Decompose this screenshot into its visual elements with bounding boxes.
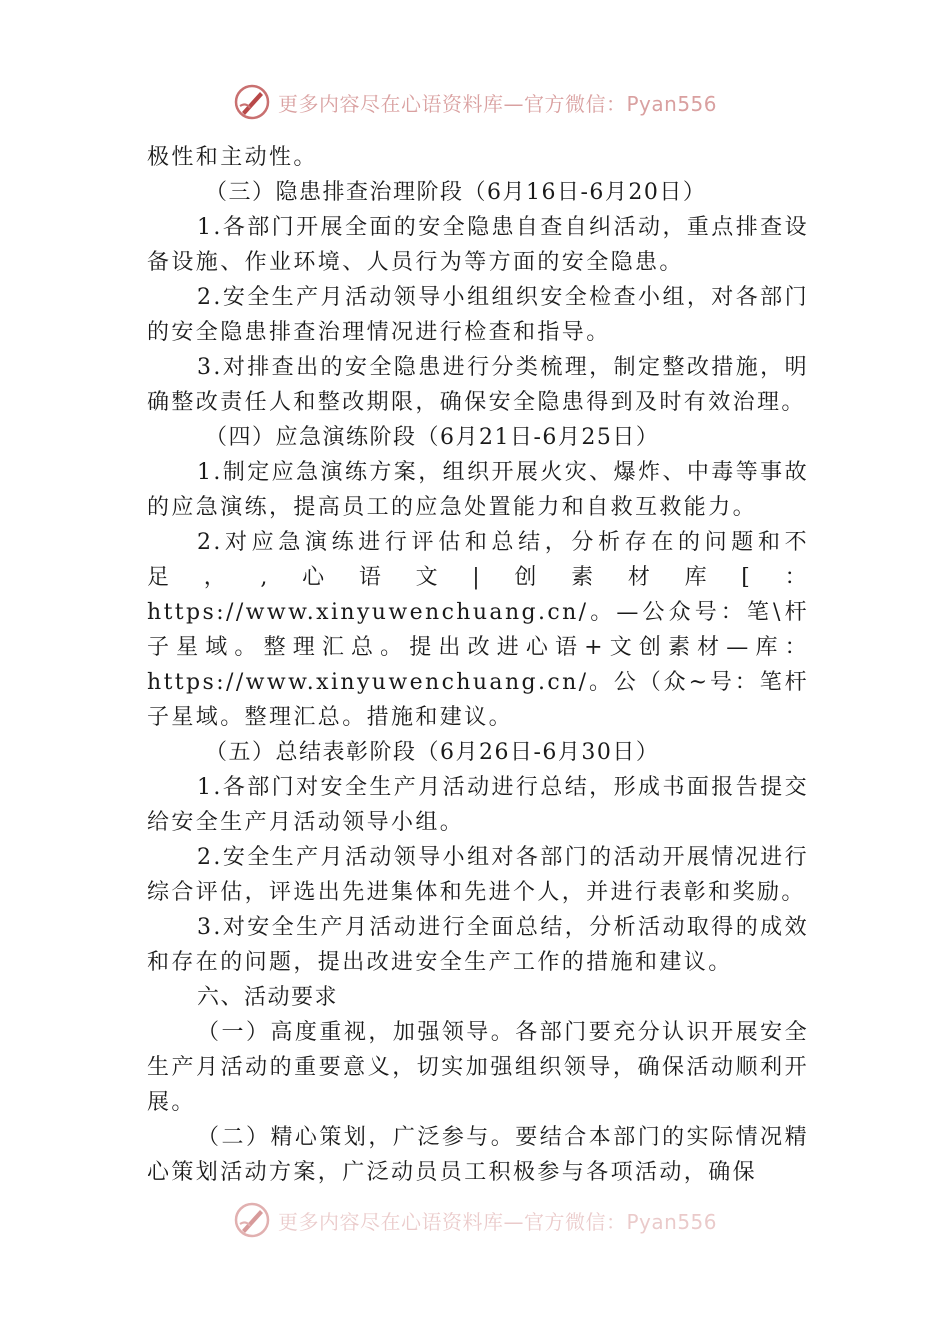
paragraph: （一）高度重视，加强领导。各部门要充分认识开展安全生产月活动的重要意义，切实加强组织领导，确保活动顺利开展。 <box>147 1020 809 1115</box>
subheading-hazard-investigation: （三）隐患排查治理阶段（6月16日-6月20日） <box>205 180 707 205</box>
paragraph: 1.各部门对安全生产月活动进行总结，形成书面报告提交给安全生产月活动领导小组。 <box>147 775 809 835</box>
document-body <box>147 140 809 1190</box>
paragraph: 1.各部门开展全面的安全隐患自查自纠活动，重点排查设备设施、作业环境、人员行为等方面的安全隐患。 <box>147 215 809 275</box>
watermark-text: 更多内容尽在心语资料库—官方微信：Pyan556 <box>278 91 718 116</box>
paragraph: 1.制定应急演练方案，组织开展火灾、爆炸、中毒等事故的应急演练，提高员工的应急处置能力和自救互救能力。 <box>147 460 809 520</box>
section-heading-activity-requirements: 六、活动要求 <box>197 985 339 1010</box>
paragraph-continuation: 极性和主动性。 <box>147 145 318 170</box>
paragraph: 3.对安全生产月活动进行全面总结，分析活动取得的成效和存在的问题，提出改进安全生产工作的措施和建议。 <box>147 915 809 975</box>
subheading-emergency-drill: （四）应急演练阶段（6月21日-6月25日） <box>205 425 660 450</box>
quill-pen-logo-icon <box>232 82 272 122</box>
paragraph: 2.安全生产月活动领导小组组织安全检查小组，对各部门的安全隐患排查治理情况进行检查和指导。 <box>147 285 809 345</box>
watermark-text: 更多内容尽在心语资料库—官方微信：Pyan556 <box>278 1209 718 1234</box>
paragraph: 2.安全生产月活动领导小组对各部门的活动开展情况进行综合评估，评选出先进集体和先进个人，并进行表彰和奖励。 <box>147 845 809 905</box>
quill-pen-logo-icon <box>232 1200 272 1240</box>
watermark-banner-bottom <box>232 1198 717 1242</box>
watermark-banner-top <box>232 80 717 124</box>
paragraph: （二）精心策划，广泛参与。要结合本部门的实际情况精心策划活动方案，广泛动员员工积极参与各项活动，确保 <box>147 1125 809 1185</box>
paragraph: 3.对排查出的安全隐患进行分类梳理，制定整改措施，明确整改责任人和整改期限，确保安全隐患得到及时有效治理。 <box>147 355 809 415</box>
subheading-summary-commendation: （五）总结表彰阶段（6月26日-6月30日） <box>205 740 660 765</box>
paragraph: 2.对应急演练进行评估和总结，分析存在的问题和不足，,心语文|创素材库[：https://www.xinyuwenchuang.cn/。—公众号：笔\杆子星域。整理汇总。提出改进心语+文创素材—库：https://www.xinyuwenchuang.cn/。公（众~号：笔杆子星域。整理汇总。措施和建议。 <box>147 530 809 730</box>
